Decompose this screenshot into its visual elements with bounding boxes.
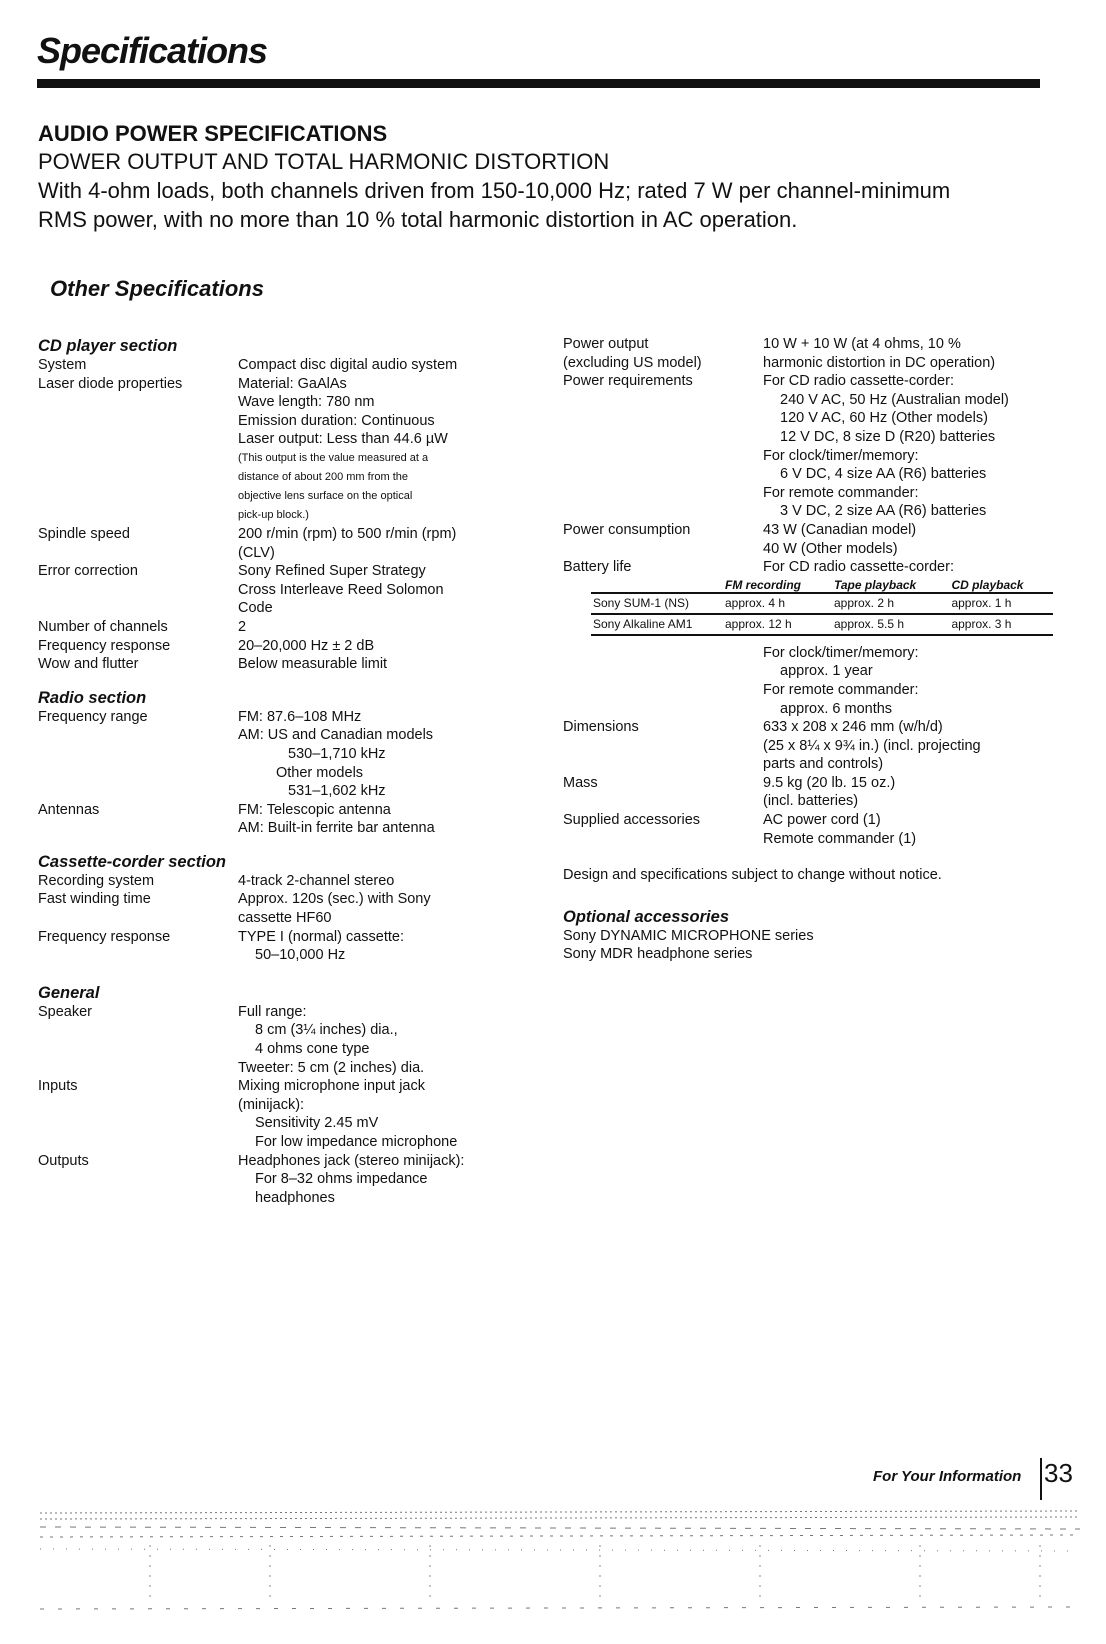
table-row-label: Sony Alkaline AM1 <box>591 614 723 635</box>
cassette-frequency-row <box>38 928 508 965</box>
spec-value: 12 V DC, 8 size D (R20) batteries <box>780 428 996 445</box>
spec-value: approx. 6 months <box>780 700 893 717</box>
spec-value: For remote commander: <box>763 484 919 501</box>
other-specifications-heading: Other Specifications <box>50 276 264 301</box>
table-column-header: Tape playback <box>832 578 949 593</box>
spec-value: 40 W (Other models) <box>763 540 898 557</box>
spec-value: Material: GaAlAs <box>238 375 347 392</box>
spec-value: (CLV) <box>238 544 275 561</box>
spec-value: approx. 1 year <box>780 663 873 680</box>
power-consumption-row <box>563 521 1053 558</box>
spec-label: Power output <box>563 336 649 352</box>
spec-value: (minijack): <box>238 1096 305 1113</box>
laser-note: objective lens surface on the optical <box>238 489 413 502</box>
table-cell: approx. 1 h <box>949 593 1053 614</box>
spec-value: 43 W (Canadian model) <box>763 521 917 538</box>
spec-value: For clock/timer/memory: <box>763 447 919 464</box>
spec-value: 2 <box>238 618 247 635</box>
left-column <box>38 336 508 1207</box>
spec-label: Mass <box>563 774 598 791</box>
spec-value: For 8–32 ohms impedance <box>255 1171 428 1188</box>
spec-label: (excluding US model) <box>563 354 702 371</box>
spec-label: Outputs <box>38 1152 89 1169</box>
list-item: Sony MDR headphone series <box>563 946 753 963</box>
spec-value: Headphones jack (stereo minijack): <box>238 1152 465 1169</box>
spec-value: (incl. batteries) <box>763 793 859 810</box>
general-outputs-row <box>38 1152 508 1208</box>
spec-value: 240 V AC, 50 Hz (Australian model) <box>780 391 1009 408</box>
laser-note: pick-up block.) <box>238 508 309 521</box>
spec-label: Number of channels <box>38 618 168 635</box>
right-column <box>563 335 1053 964</box>
table-header-row <box>591 578 1053 593</box>
table-cell: approx. 5.5 h <box>832 614 949 635</box>
spec-label: Speaker <box>38 1003 93 1020</box>
spec-label: Supplied accessories <box>563 812 701 829</box>
cd-error-row <box>38 562 508 618</box>
cd-spindle-row <box>38 525 508 562</box>
table-cell: approx. 2 h <box>832 593 949 614</box>
spec-value: For clock/timer/memory: <box>763 644 919 661</box>
spec-value: Full range: <box>238 1003 307 1020</box>
power-output-row <box>563 335 1053 372</box>
spec-value: 530–1,710 kHz <box>288 745 386 762</box>
battery-life-table <box>591 578 1053 636</box>
spec-label: Frequency response <box>38 637 171 654</box>
spec-value: headphones <box>255 1189 335 1206</box>
spec-label: Error correction <box>38 563 138 580</box>
spec-value: 9.5 kg (20 lb. 15 oz.) <box>763 774 896 791</box>
spec-value: 20–20,000 Hz ± 2 dB <box>238 637 375 654</box>
spec-value: Wave length: 780 nm <box>238 394 375 411</box>
spec-value: cassette HF60 <box>238 910 332 927</box>
spec-value: For low impedance microphone <box>255 1134 458 1150</box>
cd-frequency-row <box>38 637 508 656</box>
spec-value: Other models <box>276 764 364 781</box>
cassette-winding-row <box>38 890 508 927</box>
dimensions-row <box>563 718 1053 774</box>
footer-section-label: For Your Information <box>873 1468 1022 1485</box>
spec-value: 50–10,000 Hz <box>255 947 346 964</box>
laser-note: distance of about 200 mm from the <box>238 470 408 483</box>
spec-label: Power consumption <box>563 521 691 538</box>
spec-label: Frequency range <box>38 708 148 725</box>
table-row-label: Sony SUM-1 (NS) <box>591 593 723 614</box>
general-speaker-row <box>38 1003 508 1077</box>
battery-extra-row <box>563 644 1053 718</box>
audio-power-block <box>38 120 1058 234</box>
cd-system-row <box>38 356 508 375</box>
spec-value: (25 x 8¼ x 9¾ in.) (incl. projecting <box>763 737 981 754</box>
radio-antennas-row <box>38 801 508 838</box>
spec-value: Emission duration: Continuous <box>238 412 435 429</box>
footer-rule <box>1040 1458 1042 1500</box>
spec-label: Power requirements <box>563 373 693 390</box>
spec-label: Battery life <box>563 559 632 576</box>
general-section-heading: General <box>38 983 100 1002</box>
spec-label: Recording system <box>38 872 155 889</box>
table-column-header: CD playback <box>949 578 1053 593</box>
spec-label: Dimensions <box>563 719 639 736</box>
scan-noise-decoration <box>40 1505 1080 1615</box>
spec-value: Code <box>238 600 273 617</box>
spec-value: FM: 87.6–108 MHz <box>238 708 362 725</box>
spec-label: System <box>38 357 87 373</box>
spec-label: Spindle speed <box>38 525 130 542</box>
spec-value: AC power cord (1) <box>763 812 881 829</box>
audio-power-line-1: With 4-ohm loads, both channels driven from 150-10,000 Hz; rated 7 W per channel-minimum <box>38 178 951 203</box>
table-row <box>591 593 1053 614</box>
spec-value: 4-track 2-channel stereo <box>238 872 395 889</box>
spec-value: Sony Refined Super Strategy <box>238 563 426 580</box>
mass-row <box>563 774 1053 811</box>
spec-label: Inputs <box>38 1078 78 1095</box>
change-notice: Design and specifications subject to change without notice. <box>563 867 942 884</box>
spec-value: Laser output: Less than 44.6 µW <box>238 431 448 448</box>
radio-range-row <box>38 708 508 801</box>
spec-value: For CD radio cassette-corder: <box>763 373 954 390</box>
spec-label: Fast winding time <box>38 891 151 908</box>
page-title: Specifications <box>37 30 268 71</box>
spec-value: For remote commander: <box>763 681 919 698</box>
spec-label: Wow and flutter <box>38 656 139 673</box>
audio-power-line-2: RMS power, with no more than 10 % total harmonic distortion in AC operation. <box>38 207 798 232</box>
page-number: 33 <box>1044 1458 1073 1488</box>
spec-value: Cross Interleave Reed Solomon <box>238 581 444 598</box>
spec-value: 120 V AC, 60 Hz (Other models) <box>780 410 988 427</box>
table-cell: approx. 3 h <box>949 614 1053 635</box>
power-requirements-row <box>563 372 1053 521</box>
spec-value: 4 ohms cone type <box>255 1041 370 1058</box>
list-item: Sony DYNAMIC MICROPHONE series <box>563 927 814 944</box>
cassette-section-heading: Cassette-corder section <box>38 852 226 871</box>
cd-wow-row <box>38 655 508 674</box>
spec-value: Tweeter: 5 cm (2 inches) dia. <box>238 1059 425 1076</box>
optional-accessories-heading: Optional accessories <box>563 907 729 926</box>
cassette-recording-row <box>38 872 508 891</box>
spec-value: Compact disc digital audio system <box>238 357 458 373</box>
spec-value: 531–1,602 kHz <box>288 783 386 800</box>
accessories-row <box>563 811 1053 848</box>
cd-laser-row <box>38 375 508 525</box>
spec-value: 633 x 208 x 246 mm (w/h/d) <box>763 719 943 736</box>
table-column-header: FM recording <box>723 578 832 593</box>
cd-section-heading: CD player section <box>38 337 178 355</box>
audio-power-heading: AUDIO POWER SPECIFICATIONS <box>38 121 388 146</box>
spec-value: TYPE I (normal) cassette: <box>238 928 404 945</box>
title-rule <box>37 79 1040 88</box>
spec-value: AM: US and Canadian models <box>238 727 434 744</box>
laser-note: (This output is the value measured at a <box>238 451 429 464</box>
spec-value: parts and controls) <box>763 756 884 773</box>
table-corner <box>591 578 723 593</box>
table-cell: approx. 12 h <box>723 614 832 635</box>
spec-value: Sensitivity 2.45 mV <box>255 1115 379 1132</box>
spec-value: 10 W + 10 W (at 4 ohms, 10 % <box>763 336 961 352</box>
spec-value: 3 V DC, 2 size AA (R6) batteries <box>780 503 987 520</box>
spec-label: Frequency response <box>38 928 171 945</box>
table-row <box>591 614 1053 635</box>
spec-value: 6 V DC, 4 size AA (R6) batteries <box>780 466 987 483</box>
audio-power-subheading: POWER OUTPUT AND TOTAL HARMONIC DISTORTION <box>38 149 610 174</box>
spec-label: Laser diode properties <box>38 375 183 392</box>
spec-value: Approx. 120s (sec.) with Sony <box>238 891 431 908</box>
spec-value: FM: Telescopic antenna <box>238 801 391 818</box>
spec-value: AM: Built-in ferrite bar antenna <box>238 820 435 837</box>
spec-value: 8 cm (3¼ inches) dia., <box>255 1022 398 1039</box>
spec-value: 200 r/min (rpm) to 500 r/min (rpm) <box>238 525 457 542</box>
spec-value: Remote commander (1) <box>763 830 917 847</box>
spec-value: harmonic distortion in DC operation) <box>763 354 996 371</box>
spec-value: Below measurable limit <box>238 656 388 673</box>
table-cell: approx. 4 h <box>723 593 832 614</box>
cd-channels-row <box>38 618 508 637</box>
spec-value: Mixing microphone input jack <box>238 1078 425 1095</box>
spec-label: Antennas <box>38 801 100 818</box>
spec-value: For CD radio cassette-corder: <box>763 559 954 576</box>
battery-life-row <box>563 558 1053 577</box>
radio-section-heading: Radio section <box>38 688 147 707</box>
general-inputs-row <box>38 1077 508 1151</box>
